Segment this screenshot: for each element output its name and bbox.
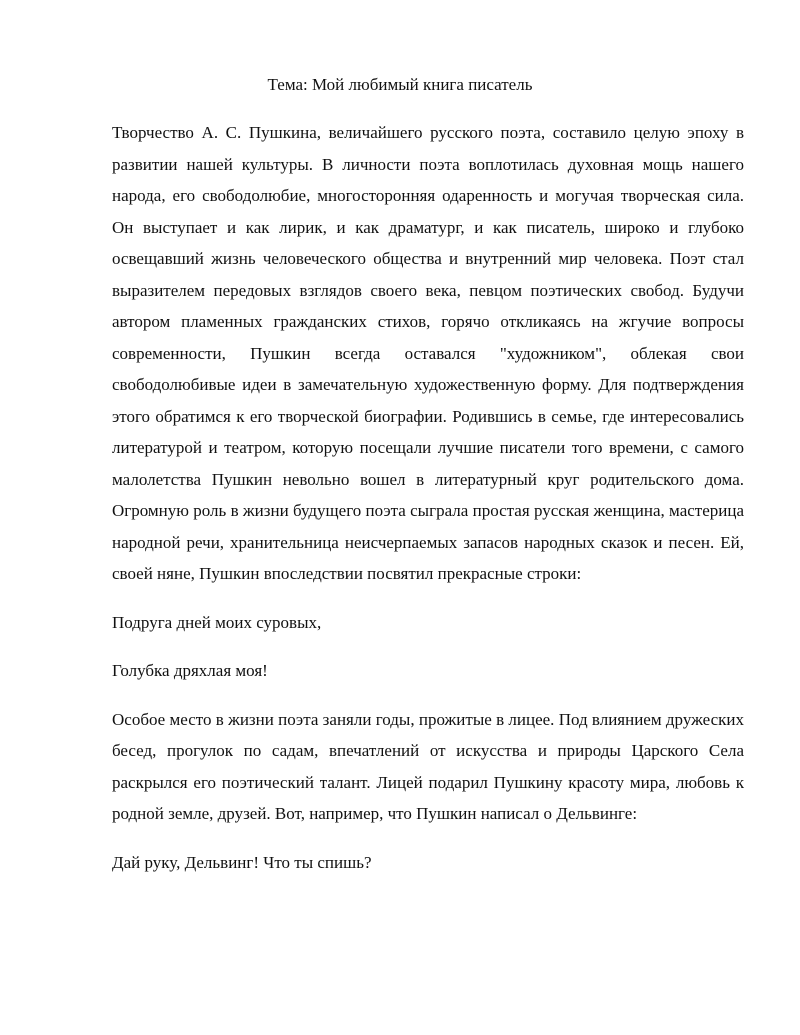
document-body [112,117,744,895]
paragraph-lyceum-years: Особое место в жизни поэта заняли годы, прожитые в лицее. Под влиянием дружеских бесед, прогулок по садам, впечатлений от искусства и природы Царского Села раскрылся его поэтический талант. Лицей подарил Пушкину красоту мира, любовь к родной земле, друзей. Вот, например, что Пушкин написал о Дельвинге: [112,709,744,823]
verse-line: Дай руку, Дельвинг! Что ты спишь? [112,852,372,872]
document-title: Тема: Мой любимый книга писатель [267,75,533,94]
verse-line: Подруга дней моих суровых, [112,612,322,632]
paragraph-pushkin-biography: Творчество А. С. Пушкина, величайшего русского поэта, составило целую эпоху в развитии нашей культуры. В личности поэта воплотилась духовная мощь нашего народа, его свободолюбие, многосторонняя одаренность и могучая творческая сила. Он выступает и как лирик, и как драматург, и как писатель, широко и глубоко освещавший жизнь человеческого общества и внутренний мир человека. Поэт стал выразителем передовых взглядов своего века, певцом поэтических свобод. Будучи автором пламенных гражданских стихов, горячо откликаясь на жгучие вопросы современности, Пушкин всегда оставался "художником", облекая свои свободолюбивые идеи в замечательную художественную форму. Для подтверждения этого обратимся к его творческой биографии. Родившись в семье, где интересовались литературой и театром, которую посещали лучшие писатели того времени, с самого малолетства Пушкин невольно вошел в литературный круг родительского дома. Огромную роль в жизни будущего поэта сыграла простая русская женщина, мастерица народной речи, хранительница неисчерпаемых запасов народных сказок и песен. Ей, своей няне, Пушкин впоследствии посвятил прекрасные строки: [112,123,744,583]
verse-line: Голубка дряхлая моя! [112,661,268,680]
